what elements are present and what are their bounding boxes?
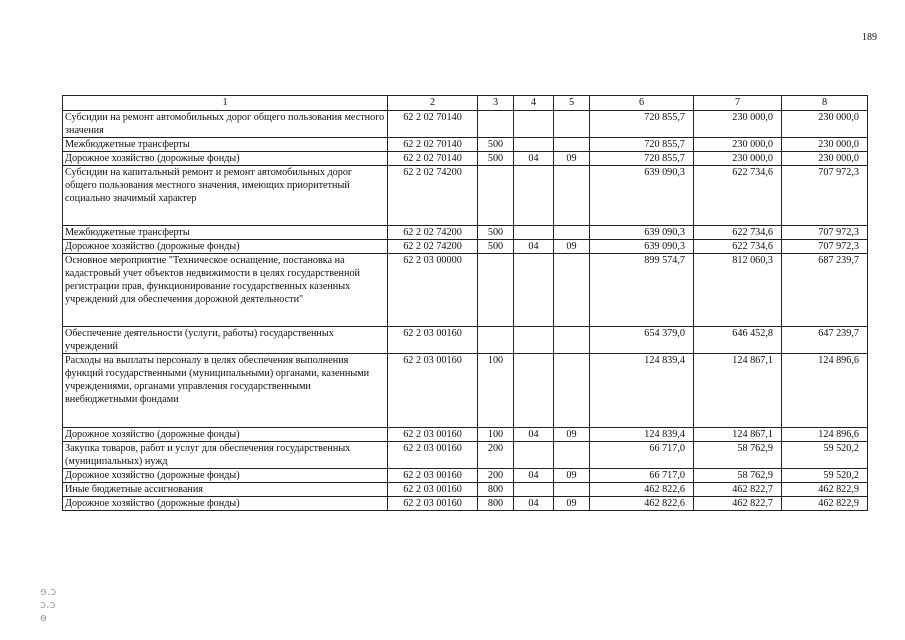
row-vr-cell: 500 xyxy=(478,226,514,240)
scan-mark: ɵ xyxy=(40,611,47,624)
row-value-6-cell: 462 822,6 xyxy=(590,483,694,497)
row-value-7-cell: 58 762,9 xyxy=(694,469,782,483)
row-value-8-cell: 707 972,3 xyxy=(782,166,868,226)
table-body xyxy=(63,111,868,511)
page-number: 189 xyxy=(862,32,877,43)
row-code-cell: 62 2 02 74200 xyxy=(388,226,478,240)
row-pr-cell: 09 xyxy=(554,428,590,442)
row-pr-cell xyxy=(554,483,590,497)
row-value-7-cell: 124 867,1 xyxy=(694,354,782,428)
row-pr-cell: 09 xyxy=(554,469,590,483)
row-name-cell: Межбюджетные трансферты xyxy=(63,138,388,152)
row-vr-cell: 500 xyxy=(478,240,514,254)
row-pr-cell xyxy=(554,111,590,138)
row-value-7-cell: 646 452,8 xyxy=(694,327,782,354)
row-value-7-cell: 462 822,7 xyxy=(694,483,782,497)
row-value-6-cell: 462 822,6 xyxy=(590,497,694,511)
table-row xyxy=(63,327,868,354)
row-name-cell: Дорожное хозяйство (дорожные фонды) xyxy=(63,152,388,166)
row-value-7-cell: 622 734,6 xyxy=(694,226,782,240)
row-value-8-cell: 687 239,7 xyxy=(782,254,868,327)
table-row xyxy=(63,354,868,428)
row-value-6-cell: 899 574,7 xyxy=(590,254,694,327)
row-rz-cell xyxy=(514,254,554,327)
table-row xyxy=(63,166,868,226)
row-rz-cell xyxy=(514,166,554,226)
row-rz-cell: 04 xyxy=(514,428,554,442)
row-pr-cell xyxy=(554,138,590,152)
row-code-cell: 62 2 03 00160 xyxy=(388,442,478,469)
row-vr-cell xyxy=(478,111,514,138)
table-row xyxy=(63,226,868,240)
row-value-7-cell: 230 000,0 xyxy=(694,138,782,152)
row-vr-cell: 500 xyxy=(478,138,514,152)
row-name-cell: Дорожное хозяйство (дорожные фонды) xyxy=(63,469,388,483)
row-vr-cell xyxy=(478,166,514,226)
row-rz-cell xyxy=(514,111,554,138)
row-value-8-cell: 462 822,9 xyxy=(782,483,868,497)
row-value-7-cell: 462 822,7 xyxy=(694,497,782,511)
row-pr-cell xyxy=(554,442,590,469)
row-code-cell: 62 2 03 00160 xyxy=(388,327,478,354)
table-row xyxy=(63,483,868,497)
row-value-6-cell: 720 855,7 xyxy=(590,138,694,152)
column-header-1: 1 xyxy=(63,96,388,111)
row-name-cell: Иные бюджетные ассигнования xyxy=(63,483,388,497)
table-row xyxy=(63,442,868,469)
table-row xyxy=(63,497,868,511)
scan-mark: ɘ.ɔ xyxy=(40,585,57,598)
row-code-cell: 62 2 03 00160 xyxy=(388,428,478,442)
table-row xyxy=(63,152,868,166)
row-rz-cell xyxy=(514,442,554,469)
row-value-7-cell: 58 762,9 xyxy=(694,442,782,469)
column-header-6: 6 xyxy=(590,96,694,111)
row-code-cell: 62 2 03 00160 xyxy=(388,497,478,511)
row-vr-cell: 100 xyxy=(478,354,514,428)
row-pr-cell: 09 xyxy=(554,240,590,254)
row-value-8-cell: 230 000,0 xyxy=(782,138,868,152)
column-header-5: 5 xyxy=(554,96,590,111)
table-row xyxy=(63,469,868,483)
row-rz-cell xyxy=(514,138,554,152)
row-rz-cell xyxy=(514,354,554,428)
row-rz-cell: 04 xyxy=(514,152,554,166)
row-code-cell: 62 2 02 74200 xyxy=(388,240,478,254)
row-name-cell: Межбюджетные трансферты xyxy=(63,226,388,240)
row-value-8-cell: 124 896,6 xyxy=(782,428,868,442)
row-value-6-cell: 66 717,0 xyxy=(590,442,694,469)
column-header-2: 2 xyxy=(388,96,478,111)
column-header-7: 7 xyxy=(694,96,782,111)
scan-mark: ɔ.ɔ xyxy=(40,598,56,611)
row-rz-cell: 04 xyxy=(514,497,554,511)
row-pr-cell xyxy=(554,166,590,226)
row-vr-cell: 800 xyxy=(478,497,514,511)
row-value-6-cell: 654 379,0 xyxy=(590,327,694,354)
row-name-cell: Субсидии на ремонт автомобильных дорог общего пользования местного значения xyxy=(63,111,388,138)
row-name-cell: Расходы на выплаты персоналу в целях обеспечения выполнения функций государственными (муниципальными) органами, казенными учреждениями, органами управления государственными внебюджетными фондами xyxy=(63,354,388,428)
row-rz-cell xyxy=(514,483,554,497)
row-value-8-cell: 230 000,0 xyxy=(782,111,868,138)
row-rz-cell xyxy=(514,327,554,354)
row-code-cell: 62 2 03 00000 xyxy=(388,254,478,327)
row-pr-cell xyxy=(554,226,590,240)
row-value-8-cell: 707 972,3 xyxy=(782,240,868,254)
row-value-8-cell: 230 000,0 xyxy=(782,152,868,166)
table-row xyxy=(63,240,868,254)
row-value-7-cell: 622 734,6 xyxy=(694,166,782,226)
table-row xyxy=(63,254,868,327)
row-value-6-cell: 124 839,4 xyxy=(590,428,694,442)
row-value-8-cell: 124 896,6 xyxy=(782,354,868,428)
row-value-8-cell: 462 822,9 xyxy=(782,497,868,511)
table-row xyxy=(63,428,868,442)
row-rz-cell: 04 xyxy=(514,469,554,483)
row-pr-cell xyxy=(554,254,590,327)
table-row xyxy=(63,138,868,152)
row-value-6-cell: 639 090,3 xyxy=(590,226,694,240)
row-vr-cell: 500 xyxy=(478,152,514,166)
row-code-cell: 62 2 02 70140 xyxy=(388,111,478,138)
column-header-8: 8 xyxy=(782,96,868,111)
column-header-4: 4 xyxy=(514,96,554,111)
row-rz-cell xyxy=(514,226,554,240)
row-name-cell: Основное мероприятие "Техническое оснащение, постановка на кадастровый учет объектов недвижимости в целях государственной регистрации прав, функционирование государственных казенных учреждений для обеспечения дорожной деятельности" xyxy=(63,254,388,327)
table-header-row xyxy=(63,96,868,111)
row-name-cell: Субсидии на капитальный ремонт и ремонт автомобильных дорог общего пользования местного значения, имеющих приоритетный социально значимый характер xyxy=(63,166,388,226)
row-vr-cell: 200 xyxy=(478,442,514,469)
row-value-8-cell: 707 972,3 xyxy=(782,226,868,240)
row-vr-cell xyxy=(478,327,514,354)
row-value-6-cell: 720 855,7 xyxy=(590,152,694,166)
row-code-cell: 62 2 02 70140 xyxy=(388,152,478,166)
row-name-cell: Дорожное хозяйство (дорожные фонды) xyxy=(63,497,388,511)
row-value-6-cell: 720 855,7 xyxy=(590,111,694,138)
row-vr-cell xyxy=(478,254,514,327)
row-pr-cell xyxy=(554,354,590,428)
row-name-cell: Обеспечение деятельности (услуги, работы) государственных учреждений xyxy=(63,327,388,354)
row-rz-cell: 04 xyxy=(514,240,554,254)
row-value-7-cell: 124 867,1 xyxy=(694,428,782,442)
row-pr-cell: 09 xyxy=(554,152,590,166)
row-vr-cell: 200 xyxy=(478,469,514,483)
budget-table xyxy=(62,95,868,511)
row-value-7-cell: 230 000,0 xyxy=(694,111,782,138)
row-name-cell: Закупка товаров, работ и услуг для обеспечения государственных (муниципальных) нужд xyxy=(63,442,388,469)
row-code-cell: 62 2 02 74200 xyxy=(388,166,478,226)
row-value-6-cell: 639 090,3 xyxy=(590,240,694,254)
row-code-cell: 62 2 03 00160 xyxy=(388,354,478,428)
row-pr-cell: 09 xyxy=(554,497,590,511)
row-value-7-cell: 230 000,0 xyxy=(694,152,782,166)
row-code-cell: 62 2 02 70140 xyxy=(388,138,478,152)
row-pr-cell xyxy=(554,327,590,354)
row-value-6-cell: 639 090,3 xyxy=(590,166,694,226)
row-value-7-cell: 812 060,3 xyxy=(694,254,782,327)
row-value-7-cell: 622 734,6 xyxy=(694,240,782,254)
row-vr-cell: 800 xyxy=(478,483,514,497)
row-value-6-cell: 124 839,4 xyxy=(590,354,694,428)
row-vr-cell: 100 xyxy=(478,428,514,442)
row-value-8-cell: 647 239,7 xyxy=(782,327,868,354)
row-code-cell: 62 2 03 00160 xyxy=(388,469,478,483)
row-code-cell: 62 2 03 00160 xyxy=(388,483,478,497)
table-row xyxy=(63,111,868,138)
row-value-8-cell: 59 520,2 xyxy=(782,442,868,469)
row-name-cell: Дорожное хозяйство (дорожные фонды) xyxy=(63,428,388,442)
column-header-3: 3 xyxy=(478,96,514,111)
row-value-8-cell: 59 520,2 xyxy=(782,469,868,483)
row-value-6-cell: 66 717,0 xyxy=(590,469,694,483)
row-name-cell: Дорожное хозяйство (дорожные фонды) xyxy=(63,240,388,254)
